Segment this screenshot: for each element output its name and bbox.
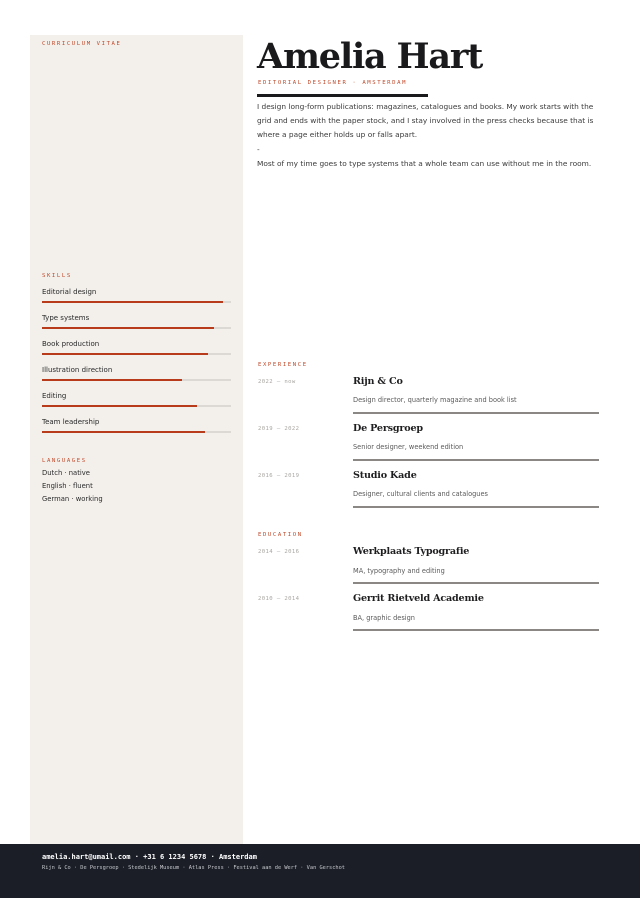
- languages-heading: LANGUAGES: [42, 458, 87, 464]
- entry-divider: [353, 412, 599, 414]
- skill-item: [42, 366, 231, 375]
- footer-clients: Rijn & Co · De Persgroep · Stedelijk Museum · Atlas Press · Festival aan de Werf · Van Gerschot: [42, 865, 345, 871]
- skill-fill: [42, 379, 182, 381]
- entry-title: Gerrit Rietveld Academie: [353, 593, 484, 604]
- skill-label: Type systems: [42, 314, 90, 322]
- language-item: German · working: [42, 495, 103, 503]
- skill-label: Editing: [42, 392, 67, 400]
- skills-heading: SKILLS: [42, 273, 72, 279]
- intro-paragraph: I design long-form publications: magazines, catalogues and books. My work starts with the grid and ends with the paper stock, and I stay involved in the press checks because that is where a page either holds up or falls apart.: [257, 102, 594, 139]
- intro-separator: -: [257, 145, 260, 154]
- entry-subtitle: Senior designer, weekend edition: [353, 443, 464, 451]
- entry-dates: 2016 — 2019: [258, 473, 300, 479]
- role-title: EDITORIAL DESIGNER · AMSTERDAM: [258, 80, 408, 86]
- entry-dates: 2019 — 2022: [258, 426, 300, 432]
- skill-fill: [42, 431, 205, 433]
- skill-fill: [42, 327, 214, 329]
- skill-fill: [42, 353, 208, 355]
- experience-heading: EXPERIENCE: [258, 362, 308, 368]
- skill-bar: [42, 327, 231, 329]
- language-item: English · fluent: [42, 482, 93, 490]
- skill-item: [42, 288, 231, 297]
- skill-bar: [42, 431, 231, 433]
- skill-bar: [42, 379, 231, 381]
- entry-dates: 2022 — now: [258, 379, 296, 385]
- entry-divider: [353, 506, 599, 508]
- skill-item: [42, 314, 231, 323]
- language-item: Dutch · native: [42, 469, 90, 477]
- skill-label: Editorial design: [42, 288, 97, 296]
- footer-contact: amelia.hart@umail.com · +31 6 1234 5678 · Amsterdam: [42, 853, 257, 861]
- footer: [0, 844, 640, 898]
- skill-fill: [42, 301, 223, 303]
- entry-title: Rijn & Co: [353, 376, 403, 387]
- entry-divider: [353, 629, 599, 631]
- skill-label: Illustration direction: [42, 366, 113, 374]
- entry-dates: 2014 — 2016: [258, 549, 300, 555]
- skill-bar: [42, 353, 231, 355]
- skill-fill: [42, 405, 197, 407]
- intro-paragraph: Most of my time goes to type systems that a whole team can use without me in the room.: [257, 159, 592, 168]
- entry-title: Studio Kade: [353, 470, 417, 481]
- skill-bar: [42, 301, 231, 303]
- skill-item: [42, 340, 231, 349]
- cv-label: CURRICULUM VITAE: [42, 41, 122, 47]
- name-underline: [257, 94, 428, 97]
- entry-title: Werkplaats Typografie: [353, 546, 470, 557]
- skill-label: Team leadership: [42, 418, 100, 426]
- skill-item: [42, 392, 231, 401]
- entry-title: De Persgroep: [353, 423, 423, 434]
- education-heading: EDUCATION: [258, 532, 303, 538]
- entry-dates: 2010 — 2014: [258, 596, 300, 602]
- entry-subtitle: Design director, quarterly magazine and book list: [353, 396, 517, 404]
- sidebar: [30, 35, 243, 844]
- candidate-name: Amelia Hart: [257, 36, 483, 77]
- entry-divider: [353, 459, 599, 461]
- entry-subtitle: MA, typography and editing: [353, 567, 445, 575]
- entry-subtitle: Designer, cultural clients and catalogues: [353, 490, 488, 498]
- entry-divider: [353, 582, 599, 584]
- skill-label: Book production: [42, 340, 100, 348]
- skill-bar: [42, 405, 231, 407]
- entry-subtitle: BA, graphic design: [353, 614, 415, 622]
- skill-item: [42, 418, 231, 427]
